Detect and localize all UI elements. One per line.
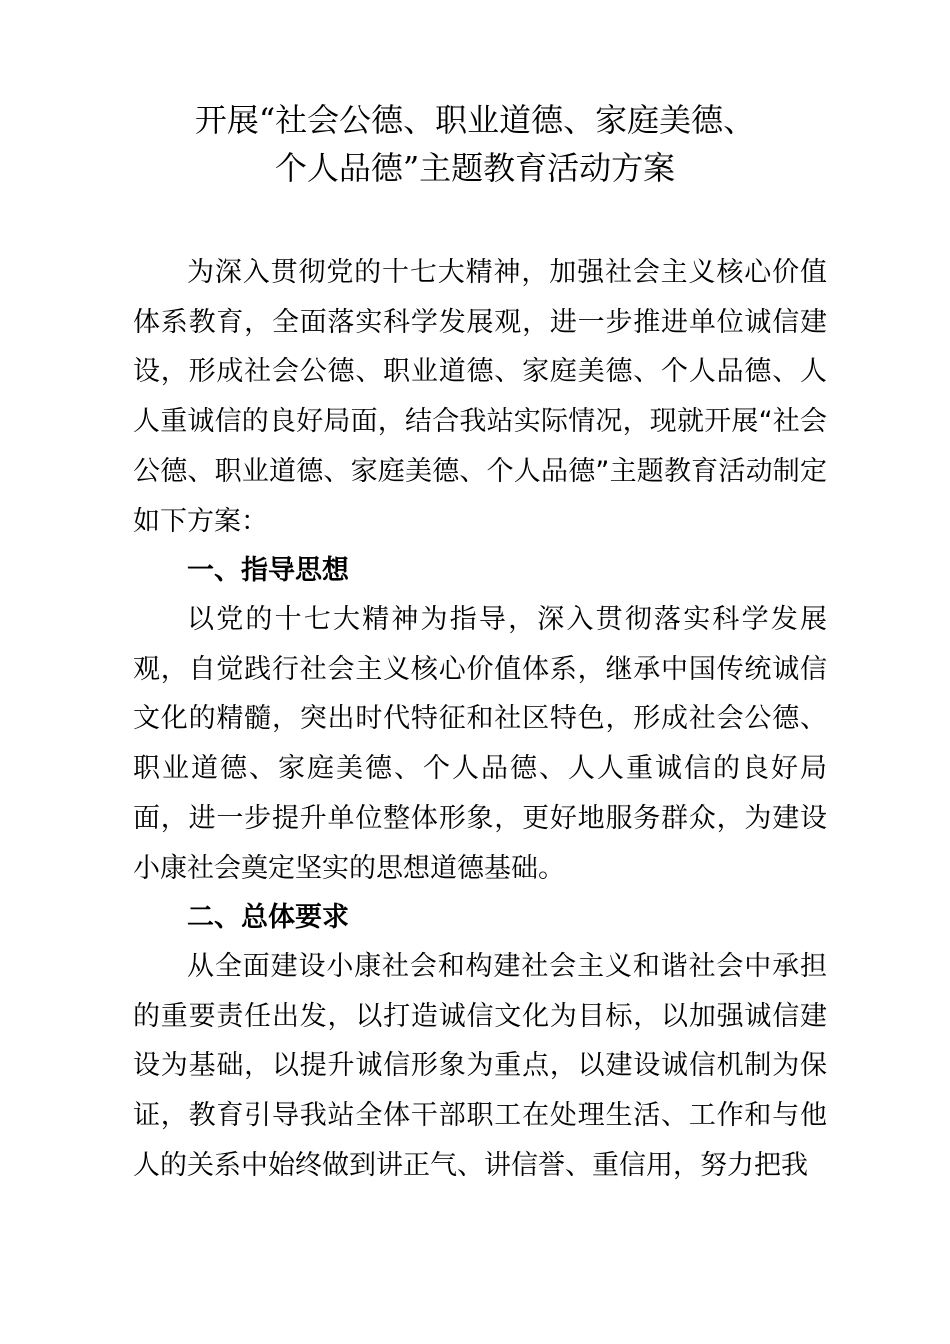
section-paragraph-overall-requirements: 从全面建设小康社会和构建社会主义和谐社会中承担的重要责任出发，以打造诚信文化为目标，以加强诚信建设为基础，以提升诚信形象为重点，以建设诚信机制为保证，教育引导我站全体干部职工在处理生活、工作和与他人的关系中始终做到讲正气、讲信誉、重信用，努力把我 [133, 951, 827, 1181]
document-title-line-2: 个人品德”主题教育活动方案 [274, 149, 676, 187]
document-title-line-1: 开展“社会公德、职业道德、家庭美德、 [194, 101, 756, 139]
intro-paragraph: 为深入贯彻党的十七大精神，加强社会主义核心价值体系教育，全面落实科学发展观，进一步推进单位诚信建设，形成社会公德、职业道德、家庭美德、个人品德、人人重诚信的良好局面，结合我站实际情况，现就开展“社会公德、职业道德、家庭美德、个人品德”主题教育活动制定如下方案： [133, 257, 827, 537]
section-heading-overall-requirements: 二、总体要求 [187, 902, 349, 933]
section-heading-guiding-ideology: 一、指导思想 [187, 555, 349, 586]
section-paragraph-guiding-ideology: 以党的十七大精神为指导，深入贯彻落实科学发展观，自觉践行社会主义核心价值体系，继承中国传统诚信文化的精髓，突出时代特征和社区特色，形成社会公德、职业道德、家庭美德、个人品德、人人重诚信的良好局面，进一步提升单位整体形象，更好地服务群众，为建设小康社会奠定坚实的思想道德基础。 [133, 604, 827, 884]
